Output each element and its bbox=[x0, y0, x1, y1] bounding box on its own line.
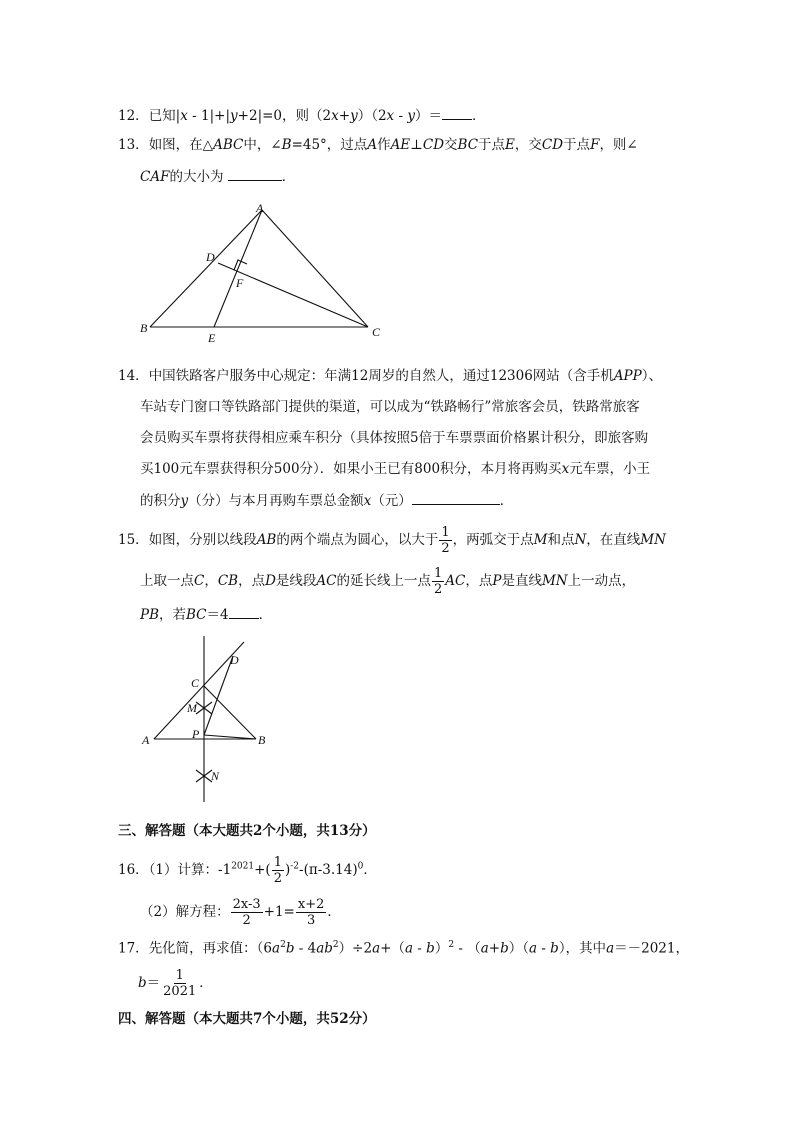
question-16-part2: （2）解方程： $\frac{2x-3}{2}$ +1= $\frac{x+2}{3}$ ． bbox=[140, 897, 341, 928]
question-12: 12．已知|x - 1|+|y+2|=0，则（2x+y）（2x - y）＝ ． bbox=[118, 105, 485, 125]
label-e: E bbox=[208, 331, 216, 345]
label-b: B bbox=[140, 321, 148, 335]
label-b: B bbox=[258, 733, 266, 747]
question-14-line3: 会员购买车票将获得相应乘车积分（具体按照5倍于车票票面价格累计积分，即旅客购 bbox=[140, 430, 649, 446]
figure-15-construction bbox=[140, 632, 280, 807]
label-p: P bbox=[192, 727, 200, 741]
right-angle-mark bbox=[234, 260, 247, 270]
fraction-b-value: $\frac{1}{2021}$ bbox=[163, 968, 197, 999]
question-17-line1: 17．先化简，再求值：$(6a^2b - 4ab^2)\div 2a+(a - b)^2 - (a+b)(a - b)$，其中a＝－2021， bbox=[118, 940, 689, 957]
segment-pd bbox=[204, 656, 233, 735]
question-14-line2: 车站专门窗口等铁路部门提供的渠道，可以成为“铁路畅行”常旅客会员，铁路常旅客 bbox=[140, 399, 640, 415]
label-a: A bbox=[142, 733, 150, 747]
answer-blank[interactable] bbox=[229, 604, 259, 619]
question-14-line4: 买100元车票获得积分500分）．如果小王已有800积分，本月将再购买x元车票，小王 bbox=[140, 461, 651, 477]
label-c: C bbox=[191, 676, 200, 690]
segment-ab bbox=[150, 210, 262, 327]
question-13-line1: 13．如图，在△ABC中，∠B=45°，过点A作AE⊥CD交BC于点E，交CD于点F，则∠ bbox=[118, 137, 638, 153]
fraction-half: $\frac{1}{2}$ bbox=[273, 855, 282, 886]
answer-blank[interactable] bbox=[412, 490, 500, 505]
question-15-line3: PB，若BC＝4 ． bbox=[140, 604, 272, 624]
fraction-left: $\frac{2x-3}{2}$ bbox=[232, 897, 261, 928]
answer-blank[interactable] bbox=[442, 105, 472, 120]
answer-blank[interactable] bbox=[228, 166, 282, 181]
segment-dc bbox=[218, 263, 368, 327]
section-4-heading: 四、解答题（本大题共7个小题，共52分） bbox=[118, 1011, 376, 1027]
question-14-line5: 的积分y（分）与本月再购车票总金额x（元） ． bbox=[140, 490, 513, 510]
label-d: D bbox=[206, 250, 215, 264]
label-f: F bbox=[236, 276, 244, 290]
question-15-line2: 上取一点C，CB，点D是线段AC的延长线上一点 $\frac{1}{2}$ AC，点P是直线MN上一动点， bbox=[140, 566, 636, 597]
question-16-part1: 16．（1）计算：$-1^{2021}+$( $\frac{1}{2}$ )$^{-2}-(\pi-3.14)^0$． bbox=[118, 855, 377, 886]
segment-ac bbox=[262, 210, 368, 327]
label-a: A bbox=[256, 201, 264, 215]
segment-pb bbox=[204, 735, 256, 739]
figure-13-triangle bbox=[130, 200, 390, 350]
fraction-half: $\frac{1}{2}$ bbox=[434, 566, 443, 597]
label-d: D bbox=[230, 653, 239, 667]
fraction-half: $\frac{1}{2}$ bbox=[441, 525, 450, 556]
question-13-line2: CAF的大小为 ． bbox=[140, 166, 295, 186]
label-c: C bbox=[372, 325, 381, 339]
segment-ae bbox=[214, 210, 262, 327]
label-n: N bbox=[211, 769, 220, 783]
question-15-line1: 15．如图，分别以线段AB的两个端点为圆心，以大于 $\frac{1}{2}$ ，两弧交于点M和点N，在直线MN bbox=[118, 525, 666, 556]
label-m: M bbox=[187, 701, 197, 715]
section-3-heading: 三、解答题（本大题共2个小题，共13分） bbox=[118, 823, 376, 839]
question-17-line2: b＝ $\frac{1}{2021}$ ． bbox=[138, 968, 213, 999]
question-14-line1: 14．中国铁路客户服务中心规定：年满12周岁的自然人，通过12306网站（含手机APP）、 bbox=[118, 368, 662, 384]
fraction-right: $\frac{x+2}{3}$ bbox=[297, 897, 325, 928]
